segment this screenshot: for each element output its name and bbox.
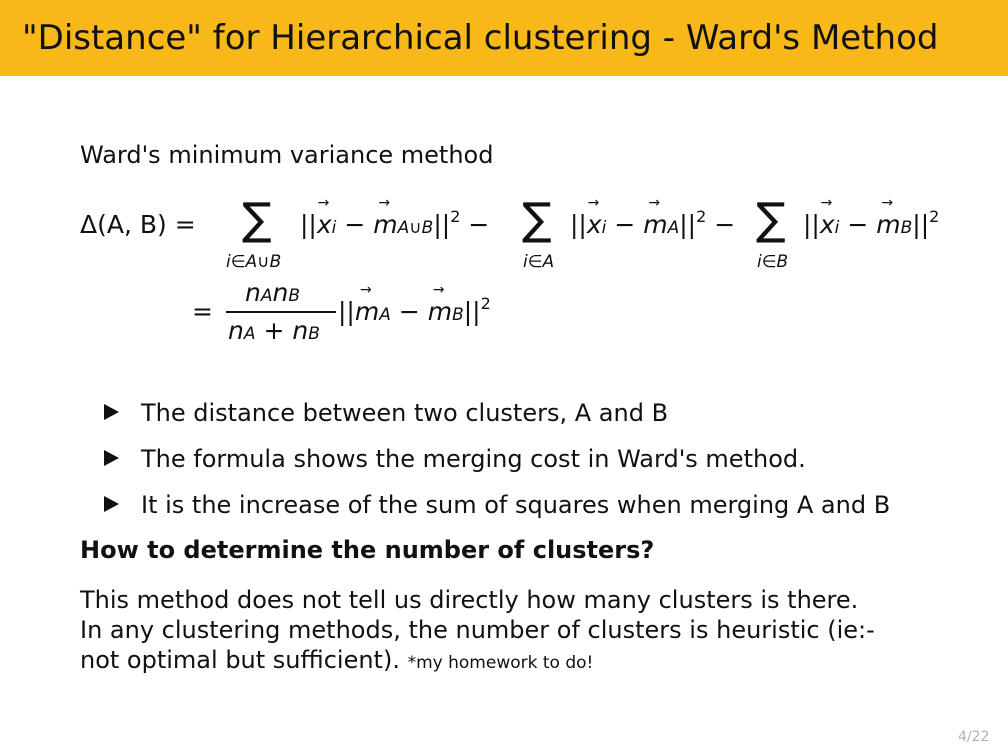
sum-limit-3: i∈B <box>757 252 789 272</box>
sum-symbol-2: ∑ <box>522 194 552 245</box>
fraction-bar <box>226 311 336 313</box>
bullet-text: It is the increase of the sum of squares when merging A and B <box>141 491 891 519</box>
sum-symbol-1: ∑ <box>242 194 272 245</box>
sum-limit-1: i∈A∪B <box>226 252 282 272</box>
paragraph-line-1: This method does not tell us directly how many clusters is there. <box>80 586 859 614</box>
formula-term-4: ||→ mA − → $mB||^2$ <box>338 297 491 326</box>
slide-title: "Distance" for Hierarchical clustering - Ward's Method <box>22 18 939 58</box>
triangle-bullet-icon <box>104 496 119 512</box>
formula-term-2: ||→ xi − → $mA||^2$ − <box>570 210 735 239</box>
page-number: 4/22 <box>958 729 990 745</box>
paragraph-line-3: not optimal but sufficient). *my homework to do! <box>80 646 594 674</box>
formula-eq2: = <box>192 297 213 326</box>
section-heading: How to determine the number of clusters? <box>80 536 655 564</box>
formula-term-3: ||→ xi − → $mB||^2$ <box>803 210 939 239</box>
triangle-bullet-icon <box>104 404 119 420</box>
intro-text: Ward's minimum variance method <box>80 141 494 169</box>
bullet-text: The distance between two clusters, A and B <box>141 399 669 427</box>
paragraph-line-2: In any clustering methods, the number of clusters is heuristic (ie:- <box>80 616 875 644</box>
formula-term-1: ||→ xi − → $mA\cup B||^2$ − <box>300 210 489 239</box>
formula-lhs: Δ(A, B) = <box>80 210 196 239</box>
fraction-numerator: nAnB <box>245 278 301 307</box>
triangle-bullet-icon <box>104 450 119 466</box>
homework-note: *my homework to do! <box>407 653 594 673</box>
title-bar <box>0 0 1008 76</box>
sum-symbol-3: ∑ <box>756 194 786 245</box>
body-paragraph <box>80 585 960 678</box>
fraction-denominator: nA + nB <box>228 316 320 345</box>
sum-limit-2: i∈A <box>523 252 555 272</box>
bullet-text: The formula shows the merging cost in Ward's method. <box>141 445 806 473</box>
